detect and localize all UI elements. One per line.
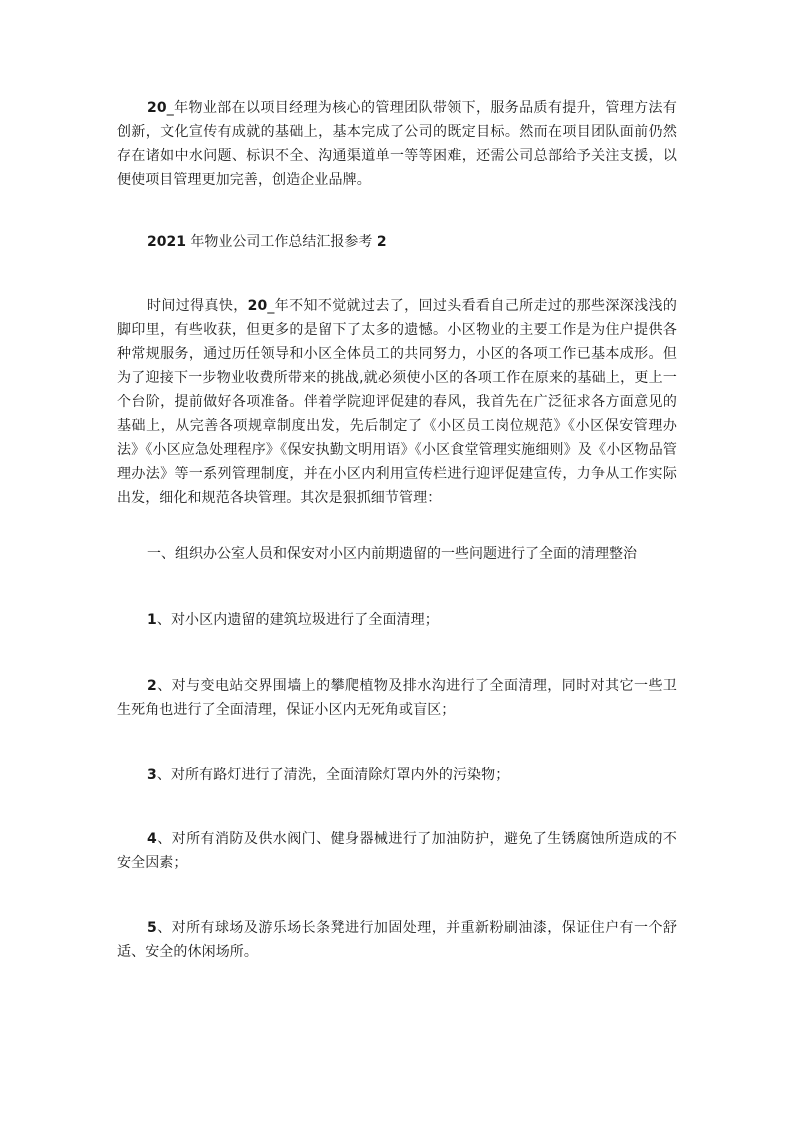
section-title — [147, 230, 387, 254]
item-number: 1 — [147, 612, 157, 628]
body-paragraph — [117, 294, 677, 510]
body-pre: 时间过得真快， — [147, 298, 248, 314]
item-text: 、对与变电站交界围墙上的攀爬植物及排水沟进行了全面清理，同时对其它一些卫生死角也进行了全面清理，保证小区内无死角或盲区； — [117, 678, 677, 718]
list-item — [117, 674, 677, 722]
list-item — [117, 608, 677, 632]
item-number: 3 — [147, 767, 157, 783]
intro-lead: 20 — [147, 100, 167, 116]
item-number: 2 — [147, 678, 157, 694]
item-number: 4 — [147, 831, 157, 847]
list-item — [117, 763, 677, 787]
body-lead: 20 — [247, 298, 268, 314]
item-text: 、对所有路灯进行了清洗，全面清除灯罩内外的污染物； — [156, 767, 510, 783]
title-year: 2021 — [147, 234, 186, 250]
title-text: 年物业公司工作总结汇报参考 — [185, 234, 377, 250]
title-number: 2 — [376, 234, 387, 250]
body-text: _年不知不觉就过去了，回过头看看自己所走过的那些深深浅浅的脚印里，有些收获，但更多的是留下了太多的遗憾。小区物业的主要工作是为住户提供各种常规服务，通过历任领导和小区全体员工的共同努力，小区的各项工作已基本成形。但为了迎接下一步物业收费所带来的挑战,就必须使小区的各项工作在原来的基础上，更上一个台阶，提前做好各项准备。伴着学院迎评促建的春风，我首先在广泛征求各方面意见的基础上，从完善各项规章制度出发，先后制定了《小区员工岗位规范》《小区保安管理办法》《小区应急处理程序》《保安执勤文明用语》《小区食堂管理实施细则》及《小区物品管理办法》等一系列管理制度，并在小区内利用宣传栏进行迎评促建宣传，力争从工作实际出发，细化和规范各块管理。其次是狠抓细节管理： — [117, 298, 677, 506]
list-item — [117, 916, 677, 964]
item-number: 5 — [147, 920, 157, 936]
subsection-heading: 一、组织办公室人员和保安对小区内前期遗留的一些问题进行了全面的清理整治 — [147, 546, 637, 562]
item-text: 、对小区内遗留的建筑垃圾进行了全面清理； — [156, 612, 439, 628]
intro-paragraph — [117, 96, 677, 192]
list-item — [117, 827, 677, 875]
item-text: 、对所有消防及供水阀门、健身器械进行了加油防护，避免了生锈腐蚀所造成的不安全因素； — [117, 831, 677, 871]
intro-text: _年物业部在以项目经理为核心的管理团队带领下，服务品质有提升，管理方法有创新，文化宣传有成就的基础上，基本完成了公司的既定目标。然而在项目团队面前仍然存在诸如中水问题、标识不全、沟通渠道单一等等困难，还需公司总部给予关注支援，以便使项目管理更加完善，创造企业品牌。 — [117, 100, 677, 188]
item-text: 、对所有球场及游乐场长条凳进行加固处理，并重新粉刷油漆，保证住户有一个舒适、安全的休闲场所。 — [117, 920, 677, 960]
